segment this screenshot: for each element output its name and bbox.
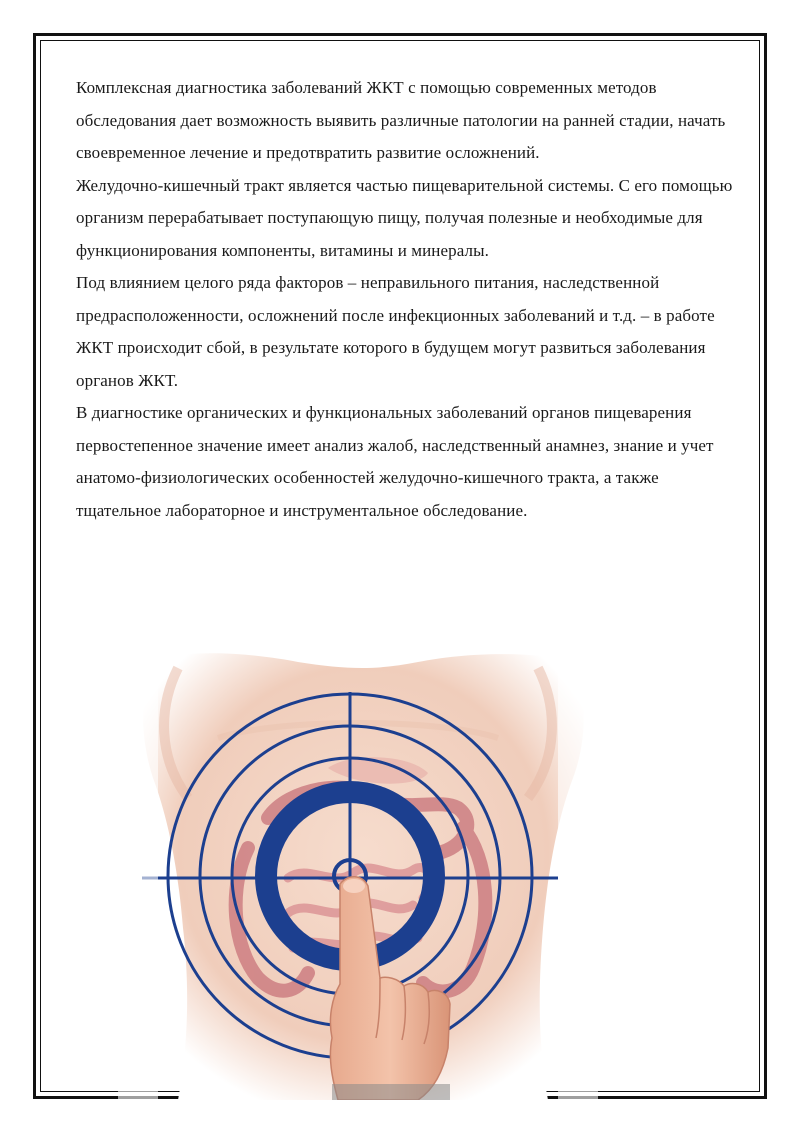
paragraph-2: Желудочно-кишечный тракт является частью пищеварительной системы. С его помощью организм перерабатывает поступающую пищу, получая полезные и необходимые для функционирования компоненты, витамины и минералы. <box>76 175 733 260</box>
abdomen-target-illustration <box>118 648 598 1100</box>
paragraph-1: Комплексная диагностика заболеваний ЖКТ с помощью современных методов обследования дает возможность выявить различные патологии на ранней стадии, начать своевременное лечение и предотвратить развитие осложнений. <box>76 78 726 162</box>
paragraph-3: Под влиянием целого ряда факторов – неправильного питания, наследственной предрасположенности, осложнений после инфекционных заболеваний и т.д. – в работе ЖКТ происходит сбой, в результате которого в будущем могут развиться заболевания органов ЖКТ. <box>76 273 715 390</box>
body-text <box>76 72 736 527</box>
paragraph-4: В диагностике органических и функциональных заболеваний органов пищеварения первостепенное значение имеет анализ жалоб, наследственный анамнез, знание и учет анатомо-физиологических особенностей желудочно-кишечного тракта, а также тщательное лабораторное и инструментальное обследование. <box>76 403 714 520</box>
